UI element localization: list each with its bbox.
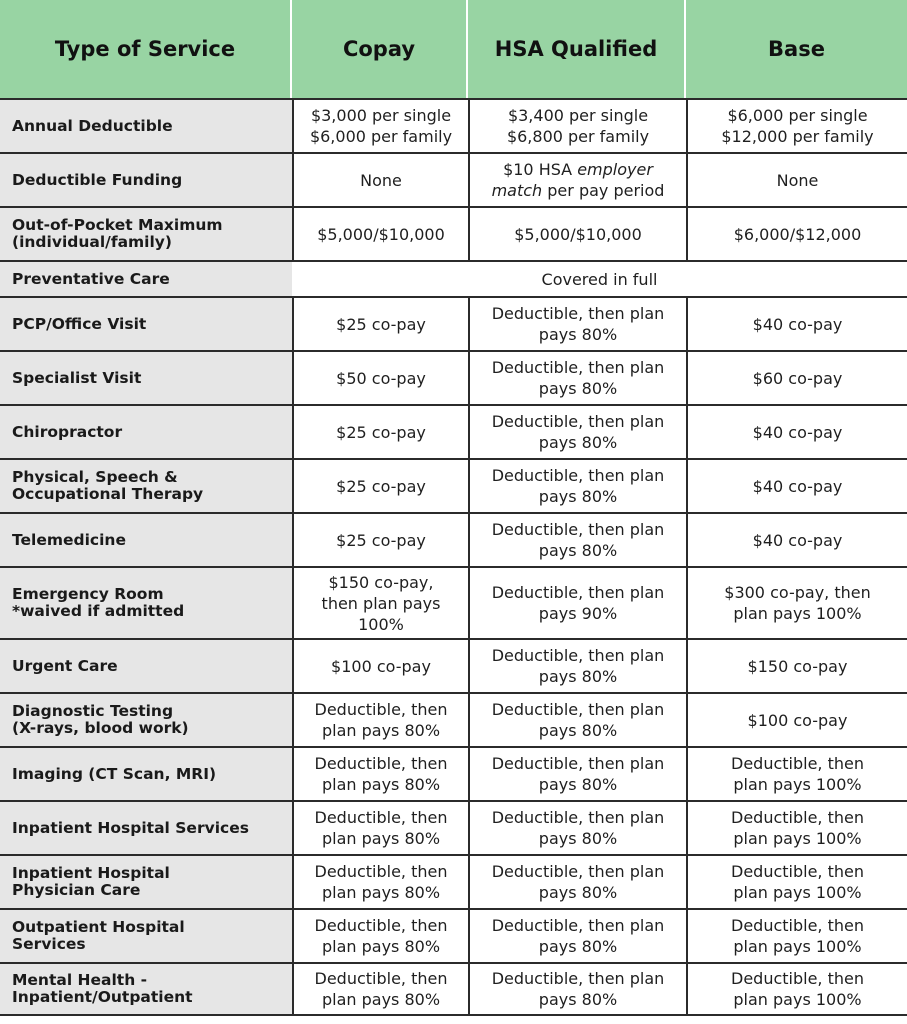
header-copay: Copay	[292, 0, 468, 98]
cell-copay: Deductible, then plan pays 80%	[292, 964, 468, 1014]
header-type-of-service: Type of Service	[0, 0, 292, 98]
table-row	[0, 404, 907, 458]
cell-copay: $5,000/$10,000	[292, 208, 468, 260]
cell-hsa-qualified	[468, 208, 686, 260]
table-row	[0, 692, 907, 746]
table-row	[0, 908, 907, 962]
cell-base: $150 co-pay	[686, 640, 907, 692]
table-row	[0, 98, 907, 152]
cell-hsa-qualified	[468, 406, 686, 458]
cell-base: $6,000 per single $12,000 per family	[686, 100, 907, 152]
cell-hsa-text-start: Deductible, then plan pays 80%	[491, 412, 665, 452]
row-label: Diagnostic Testing (X-rays, blood work)	[0, 694, 292, 746]
cell-copay: $25 co-pay	[292, 460, 468, 512]
table-row	[0, 962, 907, 1016]
cell-hsa-text	[492, 699, 665, 741]
cell-copay: Deductible, then plan pays 80%	[292, 748, 468, 800]
row-label: Telemedicine	[0, 514, 292, 566]
cell-hsa-text-start: $3,400 per single $6,800 per family	[506, 106, 650, 146]
row-label: Specialist Visit	[0, 352, 292, 404]
cell-base: $300 co-pay, then plan pays 100%	[686, 568, 907, 638]
row-label: Physical, Speech & Occupational Therapy	[0, 460, 292, 512]
cell-hsa-qualified	[468, 352, 686, 404]
row-label: Annual Deductible	[0, 100, 292, 152]
header-hsa-qualified: HSA Qualified	[468, 0, 686, 98]
cell-base: $40 co-pay	[686, 460, 907, 512]
table-row	[0, 350, 907, 404]
cell-hsa-text-end: per pay period	[542, 181, 665, 200]
cell-base: Deductible, then plan pays 100%	[686, 856, 907, 908]
cell-hsa-text	[492, 357, 665, 399]
table-row	[0, 458, 907, 512]
row-label: Out-of-Pocket Maximum (individual/family)	[0, 208, 292, 260]
table-row	[0, 566, 907, 638]
table-body	[0, 98, 907, 1016]
table-row	[0, 512, 907, 566]
cell-hsa-text-start: Deductible, then plan pays 80%	[491, 520, 665, 560]
cell-copay: $25 co-pay	[292, 406, 468, 458]
cell-hsa-qualified	[468, 802, 686, 854]
cell-hsa-text-start: $10 HSA	[503, 160, 578, 179]
cell-hsa-text	[492, 465, 665, 507]
cell-hsa-text	[492, 303, 665, 345]
cell-base: Deductible, then plan pays 100%	[686, 910, 907, 962]
cell-hsa-text-start: Deductible, then plan pays 80%	[491, 466, 665, 506]
row-label: Inpatient Hospital Services	[0, 802, 292, 854]
row-label: Chiropractor	[0, 406, 292, 458]
header-base: Base	[686, 0, 907, 98]
cell-hsa-text-start: Deductible, then plan pays 80%	[491, 358, 665, 398]
cell-base: $40 co-pay	[686, 514, 907, 566]
table-row	[0, 854, 907, 908]
cell-base: $40 co-pay	[686, 406, 907, 458]
cell-copay: $25 co-pay	[292, 514, 468, 566]
cell-hsa-qualified	[468, 694, 686, 746]
cell-hsa-text	[492, 645, 665, 687]
cell-base: $40 co-pay	[686, 298, 907, 350]
cell-hsa-text-start: Deductible, then plan pays 80%	[491, 862, 665, 902]
cell-hsa-text-start: $5,000/$10,000	[514, 224, 642, 244]
cell-hsa-text	[492, 968, 665, 1010]
cell-hsa-text-start: Deductible, then plan pays 80%	[491, 304, 665, 344]
cell-hsa-text	[514, 224, 642, 245]
cell-hsa-text-start: Deductible, then plan pays 80%	[491, 700, 665, 740]
table-header	[0, 0, 907, 98]
cell-base: Deductible, then plan pays 100%	[686, 964, 907, 1014]
cell-hsa-text-start: Deductible, then plan pays 90%	[491, 583, 665, 623]
row-label: Urgent Care	[0, 640, 292, 692]
cell-hsa-qualified	[468, 154, 686, 206]
cell-hsa-qualified	[468, 568, 686, 638]
cell-hsa-qualified	[468, 964, 686, 1014]
cell-copay: $100 co-pay	[292, 640, 468, 692]
table-row	[0, 260, 907, 296]
cell-copay: $25 co-pay	[292, 298, 468, 350]
table-row	[0, 152, 907, 206]
row-label: Mental Health - Inpatient/Outpatient	[0, 964, 292, 1014]
row-label: Emergency Room *waived if admitted	[0, 568, 292, 638]
cell-copay: $150 co-pay, then plan pays 100%	[292, 568, 468, 638]
cell-hsa-qualified	[468, 910, 686, 962]
cell-copay: $50 co-pay	[292, 352, 468, 404]
cell-all-plans: Covered in full	[541, 269, 658, 289]
cell-copay: $3,000 per single $6,000 per family	[292, 100, 468, 152]
cell-hsa-text-start: Deductible, then plan pays 80%	[491, 646, 665, 686]
cell-copay: Deductible, then plan pays 80%	[292, 910, 468, 962]
cell-hsa-text-start: Deductible, then plan pays 80%	[491, 808, 665, 848]
cell-hsa-text	[492, 753, 665, 795]
cell-hsa-qualified	[468, 748, 686, 800]
cell-hsa-qualified	[468, 856, 686, 908]
cell-hsa-text-start: Deductible, then plan pays 80%	[491, 916, 665, 956]
cell-copay: Deductible, then plan pays 80%	[292, 802, 468, 854]
cell-hsa-text	[492, 861, 665, 903]
cell-base: $60 co-pay	[686, 352, 907, 404]
cell-hsa-text	[492, 582, 665, 624]
row-label: PCP/Office Visit	[0, 298, 292, 350]
cell-hsa-text	[492, 915, 665, 957]
row-label: Deductible Funding	[0, 154, 292, 206]
cell-hsa-text	[492, 159, 665, 201]
cell-hsa-text	[507, 105, 649, 147]
cell-hsa-qualified	[468, 514, 686, 566]
cell-copay: None	[292, 154, 468, 206]
row-label: Inpatient Hospital Physician Care	[0, 856, 292, 908]
cell-base: $6,000/$12,000	[686, 208, 907, 260]
table-row	[0, 296, 907, 350]
table-row	[0, 746, 907, 800]
row-label: Imaging (CT Scan, MRI)	[0, 748, 292, 800]
table-row	[0, 638, 907, 692]
cell-copay: Deductible, then plan pays 80%	[292, 856, 468, 908]
cell-hsa-text	[492, 807, 665, 849]
cell-hsa-text	[492, 519, 665, 561]
cell-hsa-qualified	[468, 100, 686, 152]
cell-base: Deductible, then plan pays 100%	[686, 748, 907, 800]
cell-hsa-text-emphasis: employer match	[491, 160, 653, 200]
cell-hsa-qualified	[468, 640, 686, 692]
cell-base: None	[686, 154, 907, 206]
table-row	[0, 800, 907, 854]
table-row	[0, 206, 907, 260]
row-label: Preventative Care	[0, 262, 292, 296]
cell-copay: Deductible, then plan pays 80%	[292, 694, 468, 746]
cell-base: $100 co-pay	[686, 694, 907, 746]
cell-hsa-text	[492, 411, 665, 453]
cell-hsa-text-start: Deductible, then plan pays 80%	[491, 969, 665, 1009]
cell-hsa-qualified	[468, 298, 686, 350]
cell-base: Deductible, then plan pays 100%	[686, 802, 907, 854]
cell-hsa-text-start: Deductible, then plan pays 80%	[491, 754, 665, 794]
row-label: Outpatient Hospital Services	[0, 910, 292, 962]
cell-hsa-qualified	[468, 460, 686, 512]
